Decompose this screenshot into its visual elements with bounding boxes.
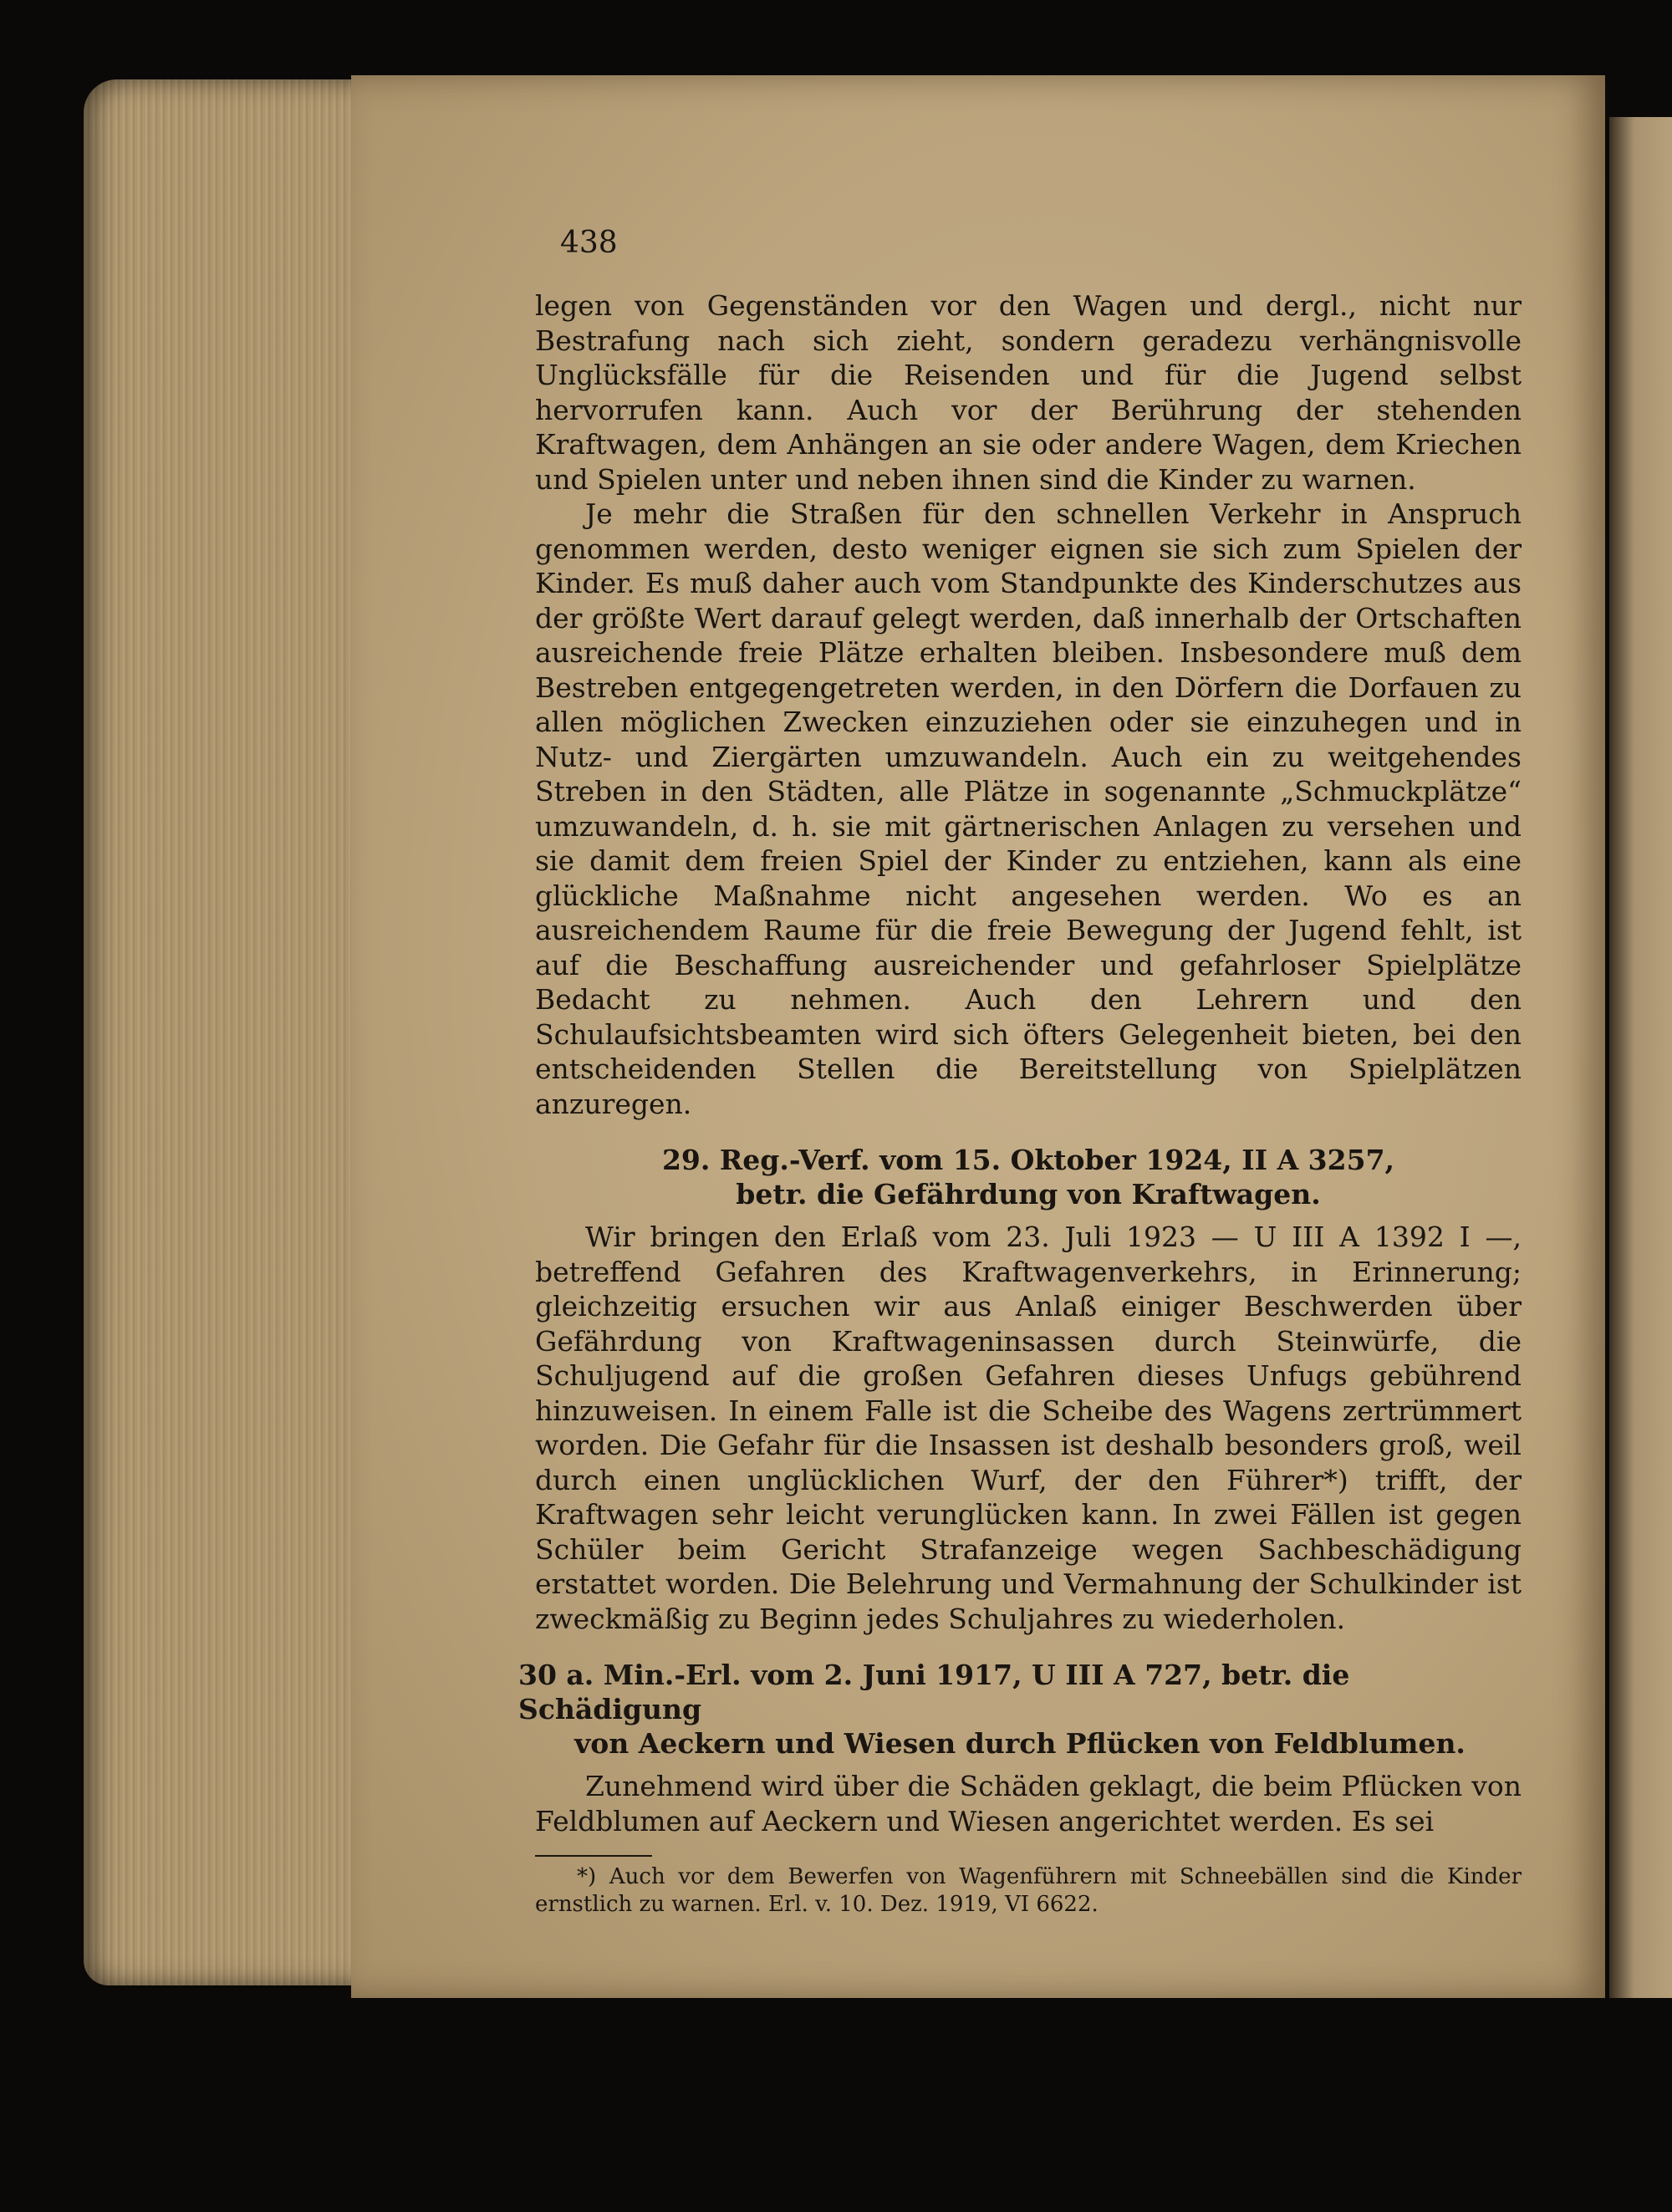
section-29-heading-line2: betr. die Gefährdung von Kraftwagen. — [736, 1178, 1321, 1210]
paragraph-playgrounds: Je mehr die Straßen für den schnellen Verkehr in Anspruch genommen werden, desto weniger eignen sie sich zum Spielen der Kinder. Es muß daher auch vom Standpunkte des Kinderschutzes aus der größte Wert darauf gelegt werden, daß innerhalb der Ortschaften ausreichende freie Plätze erhalten bleiben. Insbesondere muß dem Bestreben entgegengetreten werden, in den Dörfern die Dorfauen zu allen möglichen Zwecken einzuziehen oder sie einzuhegen und in Nutz- und Ziergärten umzuwandeln. Auch ein zu weitgehendes Streben in den Städten, alle Plätze in sogenannte „Schmuckplätze“ umzuwandeln, d. h. sie mit gärtnerischen Anlagen zu versehen und sie damit dem freien Spiel der Kinder zu entziehen, kann als eine glückliche Maßnahme nicht angesehen werden. Wo es an ausreichendem Raume für die freie Bewegung der Jugend fehlt, ist auf die Beschaffung ausreichender und gefahrloser Spielplätze Bedacht zu nehmen. Auch den Lehrern und den Schulaufsichtsbeamten wird sich öfters Gelegenheit bieten, bei den entscheidenden Stellen die Bereitstellung von Spielplätzen anzuregen. — [535, 497, 1522, 1120]
section-29-heading — [535, 1143, 1522, 1211]
section-30-heading — [518, 1658, 1522, 1761]
page-number: 438 — [560, 226, 618, 260]
next-page-edge — [1609, 117, 1672, 1998]
footnote-rule — [535, 1855, 652, 1857]
section-29-body: Wir bringen den Erlaß vom 23. Juli 1923 — U III A 1392 I —, betreffend Gefahren des Kraftwagenverkehrs, in Erinnerung; gleichzeitig ersuchen wir aus Anlaß einiger Beschwerden über Gefährdung von Kraftwageninsassen durch Steinwürfe, die Schuljugend auf die großen Gefahren dieses Unfugs gebührend hinzuweisen. In einem Falle ist die Scheibe des Wagens zertrümmert worden. Die Gefahr für die Insassen ist deshalb besonders groß, weil durch einen unglücklichen Wurf, der den Führer*) trifft, der Kraftwagen sehr leicht verunglücken kann. In zwei Fällen ist gegen Schüler beim Gericht Strafanzeige wegen Sachbeschädigung erstattet worden. Die Belehrung und Vermahnung der Schulkinder ist zweckmäßig zu Beginn jedes Schuljahres zu wiederholen. — [535, 1221, 1522, 1635]
paragraph-continuation: legen von Gegenständen vor den Wagen und dergl., nicht nur Bestrafung nach sich zieht, sondern geradezu verhängnisvolle Unglücksfälle für die Reisenden und für die Jugend selbst hervorrufen kann. Auch vor der Berührung der stehenden Kraftwagen, dem Anhängen an sie oder andere Wagen, dem Kriechen und Spielen unter und neben ihnen sind die Kinder zu warnen. — [535, 289, 1522, 496]
page-text — [518, 288, 1522, 1919]
footnote: *) Auch vor dem Bewerfen von Wagenführern mit Schneebällen sind die Kinder ernstlich zu warnen. Erl. v. 10. Dez. 1919, VI 6622. — [535, 1864, 1522, 1917]
section-29-heading-line1: 29. Reg.-Verf. vom 15. Oktober 1924, II A 3257, — [661, 1144, 1395, 1176]
section-30-heading-line2: von Aeckern und Wiesen durch Pflücken von Feldblumen. — [574, 1727, 1466, 1760]
section-30-body: Zunehmend wird über die Schäden geklagt, die beim Pflücken von Feldblumen auf Aeckern und Wiesen angerichtet werden. Es sei — [535, 1770, 1522, 1837]
section-30-heading-line1: 30 a. Min.-Erl. vom 2. Juni 1917, U III A 727, betr. die Schädigung — [518, 1659, 1350, 1725]
book-page-edge — [84, 79, 368, 1985]
